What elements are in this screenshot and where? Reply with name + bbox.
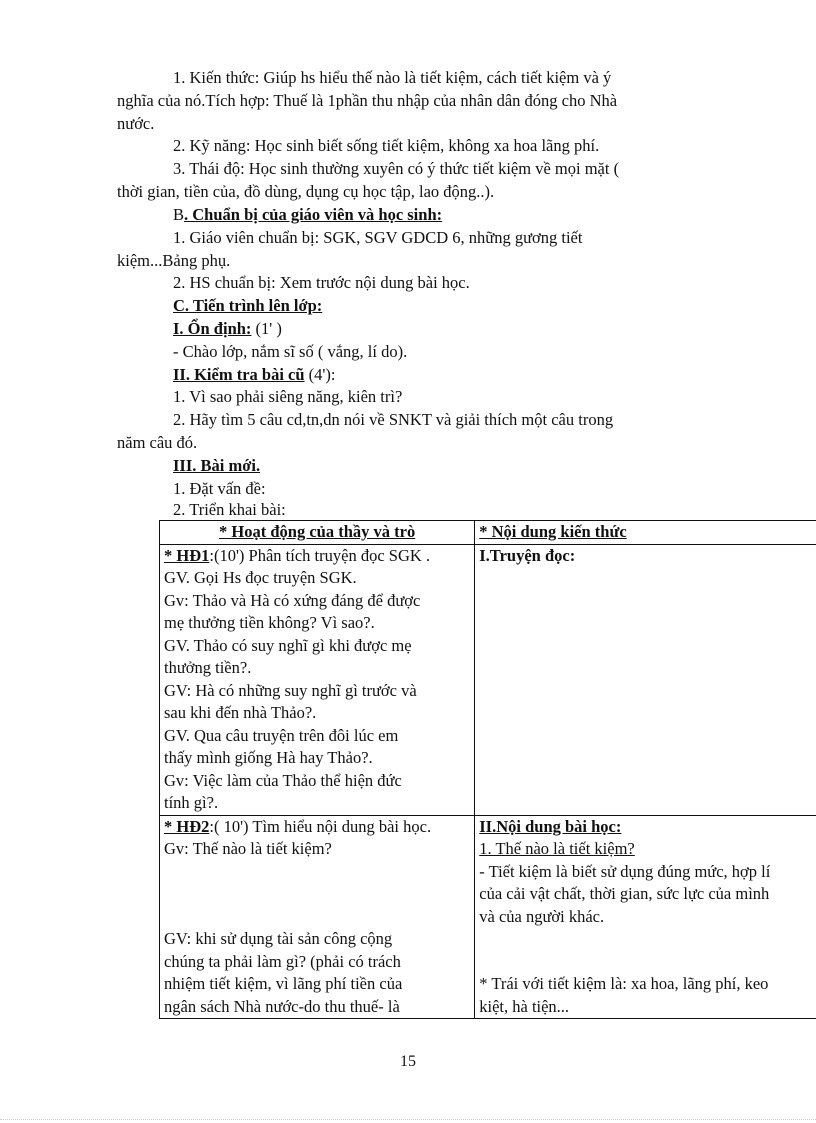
hd1-line: sau khi đến nhà Thảo?. (164, 703, 317, 722)
hd2-line: chúng ta phải làm gì? (phải có trách (164, 951, 401, 971)
trai-voi-line: kiệt, hà tiện... (479, 996, 570, 1016)
objective-knowledge-line-3: nước. (117, 114, 155, 133)
section-b-line-2: kiệm...Bảng phụ. (117, 251, 231, 270)
hd2-spacer (164, 861, 470, 929)
kiem-tra-line-1: 1. Vì sao phải siêng năng, kiên trì? (173, 387, 403, 406)
bai-moi-line-2: 2. Triển khai bài: (173, 500, 286, 519)
hd1-line: GV: Hà có những suy nghĩ gì trước và (164, 680, 417, 700)
on-dinh-time: (1' ) (251, 319, 282, 338)
hd1-activities (160, 544, 475, 815)
section-b-prefix: B (173, 205, 185, 224)
kiem-tra-time: (4'): (304, 365, 336, 384)
trai-voi-line: * Trái với tiết kiệm là: xa hoa, lãng phí, keo (479, 974, 769, 993)
hd1-line: thấy mình giống Hà hay Thảo?. (164, 748, 373, 767)
section-b-heading (173, 204, 442, 226)
hd2-question: Gv: Thế nào là tiết kiệm? (164, 839, 332, 858)
hd1-line: Gv: Việc làm của Thảo thể hiện đức (164, 770, 402, 790)
kiem-tra-title: II. Kiểm tra bài cũ (173, 365, 305, 384)
hd1-content (475, 544, 816, 815)
objective-attitude-line-2: thời gian, tiền của, đồ dùng, dụng cụ học tập, lao động..). (117, 182, 495, 201)
bai-moi-title: III. Bài mới. (173, 456, 261, 475)
definition-line: của cải vật chất, thời gian, sức lực của mình (479, 884, 770, 903)
header-activities: * Hoạt động của thầy và trò (160, 521, 475, 545)
hd1-line: GV. Qua câu truyện trên đôi lúc em (164, 725, 399, 745)
hd1-line: GV. Gọi Hs đọc truyện SGK. (164, 568, 357, 587)
kiem-tra-heading (173, 364, 335, 386)
hd2-heading: * HĐ2:( 10') Tìm hiểu nội dung bài học. (164, 816, 432, 836)
hd2-line: nhiệm tiết kiệm, vì lãng phí tiền của (164, 974, 403, 993)
page-bottom-divider (0, 1119, 816, 1120)
objective-skill: 2. Kỹ năng: Học sinh biết sống tiết kiệm, không xa hoa lãng phí. (173, 136, 600, 155)
on-dinh-line: - Chào lớp, nắm sĩ số ( vắng, lí do). (173, 342, 408, 361)
table-row-hd2 (160, 815, 816, 1019)
hd1-heading: * HĐ1:(10') Phân tích truyện đọc SGK . (164, 545, 431, 565)
lesson-table (159, 520, 816, 1019)
section-c-title: C. Tiến trình lên lớp: (173, 296, 323, 315)
truyen-doc-title: I.Truyện đọc: (479, 545, 576, 565)
on-dinh-title: I. Ổn định: (173, 319, 252, 338)
hd1-line: tính gì?. (164, 793, 219, 812)
definition-line: - Tiết kiệm là biết sử dụng đúng mức, hợp lí (479, 861, 771, 881)
hd1-line: thưởng tiền?. (164, 658, 252, 677)
the-nao-la-tiet-kiem: 1. Thế nào là tiết kiệm? (479, 839, 635, 858)
hd1-line: Gv: Thảo và Hà có xứng đáng để được (164, 590, 421, 610)
table-row-hd1 (160, 544, 816, 815)
hd1-line: GV. Thảo có suy nghĩ gì khi được mẹ (164, 635, 412, 655)
content-spacer (479, 928, 816, 973)
hd2-line: ngân sách Nhà nước-do thu thuế- là (164, 996, 400, 1016)
on-dinh-heading (173, 318, 282, 340)
objective-knowledge-line-2: nghĩa của nó.Tích hợp: Thuế là 1phần thu nhập của nhân dân đóng cho Nhà (117, 91, 618, 110)
hd2-activities (160, 815, 475, 1019)
table-header-row (160, 521, 816, 545)
objective-attitude-line-1: 3. Thái độ: Học sinh thường xuyên có ý thức tiết kiệm về mọi mặt ( (173, 159, 620, 178)
bai-moi-line-1: 1. Đặt vấn đề: (173, 479, 266, 498)
header-content: * Nội dung kiến thức (475, 521, 816, 545)
hd2-line: GV: khi sử dụng tài sản công cộng (164, 929, 393, 948)
noi-dung-title: II.Nội dung bài học: (479, 816, 622, 836)
objective-knowledge-line-1: 1. Kiến thức: Giúp hs hiểu thế nào là tiết kiệm, cách tiết kiệm và ý (173, 68, 612, 87)
page-number: 15 (400, 1053, 416, 1070)
definition-line: và của người khác. (479, 906, 605, 926)
section-b-line-3: 2. HS chuẩn bị: Xem trước nội dung bài học. (173, 273, 470, 292)
hd1-line: mẹ thưởng tiền không? Vì sao?. (164, 613, 375, 632)
section-b-line-1: 1. Giáo viên chuẩn bị: SGK, SGV GDCD 6, những gương tiết (173, 228, 583, 247)
section-b-title: . Chuẩn bị của giáo viên và học sinh: (184, 205, 443, 224)
kiem-tra-line-2: 2. Hãy tìm 5 câu cd,tn,dn nói về SNKT và giải thích một câu trong (173, 410, 614, 429)
kiem-tra-line-3: năm câu đó. (117, 433, 198, 452)
hd2-content (475, 815, 816, 1019)
